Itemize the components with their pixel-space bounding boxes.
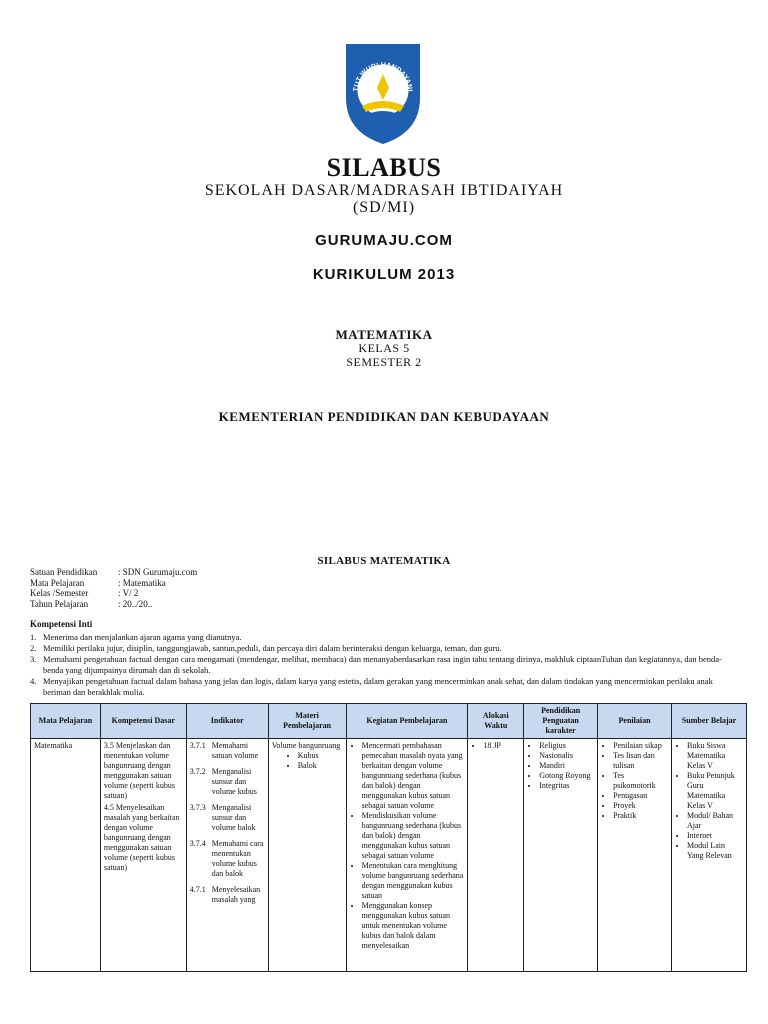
curriculum: KURIKULUM 2013 [312,266,456,283]
list-item: • Proyek [613,801,668,811]
ministry: KEMENTERIAN PENDIDIKAN DAN KEBUDAYAAN [218,409,550,424]
list-item: • Nasionalis [539,751,594,761]
table-header-row [31,704,747,739]
indikator-text: Menganalisi sunsur dan volume balok [211,803,256,832]
alokasi-list [471,741,520,751]
site-name: GURUMAJU.COM [315,232,453,249]
list-item: • Tes lisan dan tulisan [613,751,668,771]
list-item: • Mencermati pembahasan pemecahan masalah nyata yang berkaitan dengan volume bangunruang sederhana (kubus dan balok) dengan menggunakan kubus satuan sebagai satuan volume [362,741,465,811]
indikator-num: 3.7.2 [189,767,206,776]
col-header: Pendidikan Penguatan karakter [524,704,598,739]
list-item: • Buku Petunjuk Guru Matematika Kelas V [687,771,743,811]
info-value: : SDN Gurumaju.com [118,567,198,577]
info-value: : Matematika [118,577,166,588]
list-item: • Mendiskusikan volume bangunruang sederhana (kubus dan balok) dengan menggunakan kubus satuan sebagai satuan volume [362,811,465,861]
indikator-text: Menganalisi sunsur dan volume kubus [211,767,257,796]
list-item: • Integritas [539,781,594,791]
list-item: • Balok [298,761,343,771]
indikator-item [190,767,265,797]
ki-item [30,654,740,676]
list-item: • Buku Siswa Matematika Kelas V [687,741,743,771]
info-value: : 20../20.. [118,598,153,609]
info-label: Mata Pelajaran [30,577,85,588]
ki-title: Kompetensi Inti [30,619,93,629]
kd-item: 4.5 Menyelesaikan masalah yang berkaitan dengan volume bangunruang dengan menggunakan satuan volume (seperti kubus satuan) [103,803,180,872]
indikator-num: 4.7.1 [189,885,206,894]
ki-text: Memahami pengetahuan factual dengan cara mengamati (mendengar, melihat, membaca) dan menanyaberdasarkan rasa ingin tahu tentang dirinya, makhluk ciptaanTuhan dan kegiatannya, dan benda-benda yang dijumpainya dirumah dan di sekolah. [43,654,722,675]
ki-text: Menyajikan pengetahuan factual dalam bahasa yang jelas dan logis, dalam karya yang estetis, dalam gerakan yang mencerminkan anak sehat, dan dalam tindakan yang mencerminkan perilaku anak beriman dan berakhlak mulia. [43,676,713,697]
ki-num: 1. [30,632,37,642]
info-label: Kelas /Semester [30,588,89,598]
kegiatan-list [350,741,465,951]
logo-ring-text: TUT WURI HANDAYANI [352,61,414,92]
indikator-text: Memahami cara menentukan volume kubus dan balok [211,839,264,878]
indikator-text: Memahami satuan volume [211,741,259,760]
cell-sumber [672,739,747,972]
cell-indikator [186,739,268,972]
list-item: • Tes psikomotorik [613,771,668,791]
cell-penilaian [598,739,672,972]
ki-text: Menerima dan menjalankan ajaran agama yang dianutnya. [43,632,242,642]
info-row [30,578,197,589]
karakter-list [527,741,594,791]
col-header: Alokasi Waktu [468,704,524,739]
syllabus-table [30,703,747,972]
list-item: • Mandiri [539,761,594,771]
section-title: SILABUS MATEMATIKA [317,555,451,567]
ki-num: 2. [30,643,37,653]
penilaian-list [601,741,668,821]
list-item: • Praktik [613,811,668,821]
ki-text: Memiliki perilaku jujur, disiplin, tanggungjawab, santun,peduli, dan percaya diri dalam berinteraksi dengan keluarga, teman, dan guru. [43,643,502,653]
list-item: • Gotong Royong [539,771,594,781]
ki-list [30,632,740,698]
indikator-item [190,885,265,905]
list-item: • Religius [539,741,594,751]
materi-list [272,751,343,771]
cell-mapel: Matematika [31,739,101,972]
indikator-num: 3.7.4 [189,839,206,848]
col-header: Indikator [186,704,268,739]
col-header: Materi Pembelajaran [268,704,346,739]
list-item: • Menggunakan konsep menggunakan kubus satuan untuk menentukan volume kubus dan balok dalam menyelesaikan [362,901,465,951]
info-label: Satuan Pendidikan [30,567,98,577]
school-info [30,567,197,609]
semester: SEMESTER 2 [346,355,422,369]
kd-item: 3.5 Menjelaskan dan menentukan volume bangunruang dengan menggunakan satuan volume (seperti kubus satuan) [103,741,175,800]
col-header: Kompetensi Dasar [100,704,186,739]
cell-karakter [524,739,598,972]
indikator-num: 3.7.3 [189,803,206,812]
info-row [30,588,197,599]
doc-title: SILABUS [326,153,442,182]
list-item: • Internet [687,831,743,841]
sumber-list [675,741,743,861]
ki-item [30,632,740,643]
ki-item [30,643,740,654]
table-row [31,739,747,972]
list-item: • Penilaian sikap [613,741,668,751]
col-header: Penilaian [598,704,672,739]
indikator-text: Menyelesaikan masalah yang [211,885,261,904]
info-label: Tahun Pelajaran [30,598,89,609]
list-item: • Menentukan cara menghitung volume bangunruang sederhana dengan menggunakan kubus satuan [362,861,465,901]
indikator-num: 3.7.1 [189,741,206,750]
school-abbr: (SD/MI) [352,199,416,216]
list-item: • Kubus [298,751,343,761]
list-item: • Penugasan [613,791,668,801]
info-value: : V/ 2 [118,588,139,598]
ki-num: 3. [30,654,37,664]
info-row [30,599,197,610]
list-item: • Modul Lain Yang Relevan [687,841,743,861]
indikator-item [190,839,265,879]
cell-alokasi [468,739,524,972]
materi-title: Volume bangunruang [271,741,341,750]
ki-num: 4. [30,676,37,686]
ki-item [30,676,740,698]
col-header: Mata Pelajaran [31,704,101,739]
col-header: Kegiatan Pembelajaran [346,704,468,739]
school-level: SEKOLAH DASAR/MADRASAH IBTIDAIYAH [204,182,564,199]
subject: MATEMATIKA [335,327,433,342]
cell-kd [100,739,186,972]
list-item: • 18 JP [483,741,520,751]
indikator-item [190,741,265,761]
tut-wuri-handayani-logo [340,40,426,146]
info-row [30,567,197,578]
cell-materi [268,739,346,972]
grade: KELAS 5 [358,341,410,355]
cell-kegiatan [346,739,468,972]
indikator-item [190,803,265,833]
col-header: Sumber Belajar [672,704,747,739]
list-item: • Modul/ Bahan Ajar [687,811,743,831]
